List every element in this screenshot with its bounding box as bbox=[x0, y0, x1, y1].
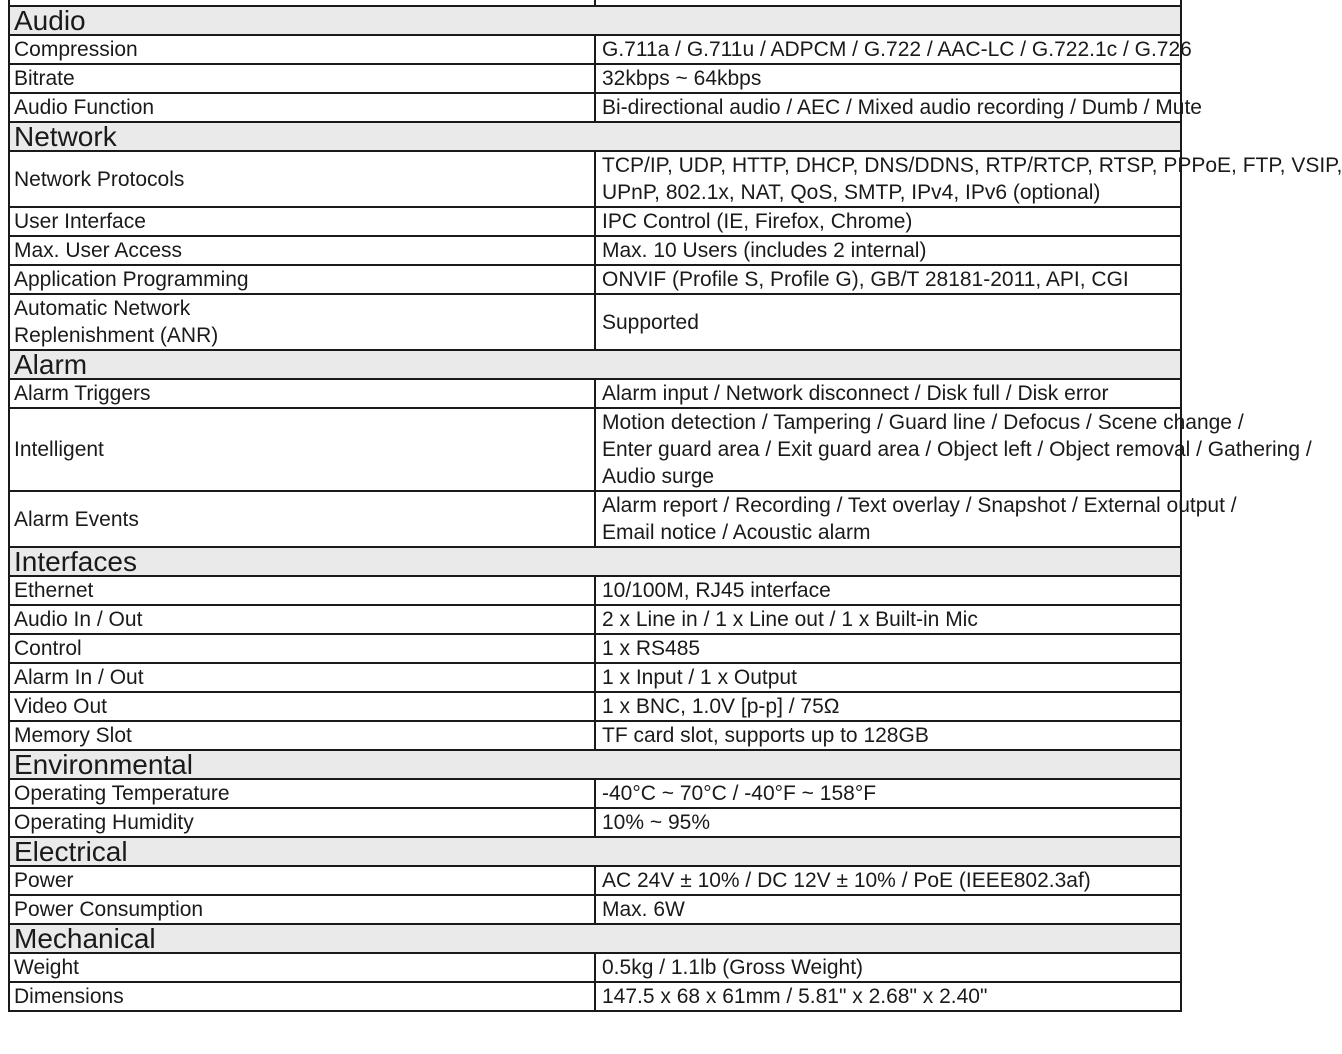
spec-value-line: 10% ~ 95% bbox=[602, 811, 710, 834]
section-title: Audio bbox=[9, 6, 1181, 35]
spec-key-cell bbox=[9, 721, 595, 750]
spec-row bbox=[9, 663, 1181, 692]
section-title: Alarm bbox=[9, 350, 1181, 379]
spec-value-line: TCP/IP, UDP, HTTP, DHCP, DNS/DDNS, RTP/RTCP, RTSP, PPPoE, FTP, VSIP, bbox=[602, 154, 1342, 177]
spec-key-line: Operating Humidity bbox=[14, 811, 194, 834]
section-title: Mechanical bbox=[9, 924, 1181, 953]
spec-value-cell bbox=[595, 692, 1181, 721]
section-header-row bbox=[9, 750, 1181, 779]
spec-value-line: ONVIF (Profile S, Profile G), GB/T 28181-2011, API, CGI bbox=[602, 268, 1129, 291]
spec-value-cell bbox=[595, 64, 1181, 93]
spec-value-line: Enter guard area / Exit guard area / Object left / Object removal / Gathering / bbox=[602, 438, 1312, 461]
spec-row bbox=[9, 982, 1181, 1011]
spec-row bbox=[9, 866, 1181, 895]
spec-value-line: 10/100M, RJ45 interface bbox=[602, 579, 831, 602]
spec-row bbox=[9, 895, 1181, 924]
spec-value-line: AC 24V ± 10% / DC 12V ± 10% / PoE (IEEE802.3af) bbox=[602, 869, 1091, 892]
spec-row bbox=[9, 808, 1181, 837]
spec-key-line: Audio Function bbox=[14, 96, 155, 119]
spec-row bbox=[9, 236, 1181, 265]
spec-key-cell bbox=[9, 982, 595, 1011]
spec-row bbox=[9, 605, 1181, 634]
section-header-row bbox=[9, 350, 1181, 379]
spec-value-line: 1 x RS485 bbox=[602, 637, 701, 660]
spec-value-line: -40°C ~ 70°C / -40°F ~ 158°F bbox=[602, 782, 877, 805]
spec-value-cell bbox=[595, 721, 1181, 750]
spec-value-cell bbox=[595, 605, 1181, 634]
spec-key-line: Alarm Events bbox=[14, 507, 139, 531]
spec-key-line: User Interface bbox=[14, 210, 146, 233]
spec-key-line: Dimensions bbox=[14, 985, 124, 1008]
spec-key-line: Power bbox=[14, 869, 74, 892]
spec-key-line: Network Protocols bbox=[14, 167, 185, 191]
spec-row bbox=[9, 779, 1181, 808]
spec-key-line: Video Out bbox=[14, 695, 108, 718]
spec-value-line: 2 x Line in / 1 x Line out / 1 x Built-in Mic bbox=[602, 608, 978, 631]
spec-key-cell bbox=[9, 576, 595, 605]
spec-row bbox=[9, 151, 1181, 207]
spec-key-line: Operating Temperature bbox=[14, 782, 230, 805]
spec-value-line: 0.5kg / 1.1lb (Gross Weight) bbox=[602, 956, 864, 979]
spec-value-cell bbox=[595, 866, 1181, 895]
spec-row bbox=[9, 953, 1181, 982]
spec-row bbox=[9, 207, 1181, 236]
spec-value-cell bbox=[595, 408, 1312, 491]
spec-key-line: Alarm Triggers bbox=[14, 382, 151, 405]
spec-row bbox=[9, 93, 1181, 122]
spec-value-cell bbox=[595, 779, 1181, 808]
spec-key-cell bbox=[9, 663, 595, 692]
spec-table-body bbox=[9, 0, 1342, 1011]
spec-key-cell bbox=[9, 779, 595, 808]
spec-value-line: UPnP, 802.1x, NAT, QoS, SMTP, IPv4, IPv6 (optional) bbox=[602, 181, 1101, 204]
spec-value-cell bbox=[595, 953, 1181, 982]
spec-key-cell bbox=[9, 634, 595, 663]
spec-key-cell bbox=[9, 605, 595, 634]
spec-value-cell bbox=[595, 634, 1181, 663]
spec-key-line: Application Programming bbox=[14, 268, 249, 291]
section-header-row bbox=[9, 547, 1181, 576]
spec-value-line: 147.5 x 68 x 61mm / 5.81" x 2.68" x 2.40" bbox=[602, 985, 988, 1008]
spec-value-cell bbox=[595, 982, 1181, 1011]
spec-value-cell bbox=[595, 576, 1181, 605]
spec-key-line: Power Consumption bbox=[14, 898, 204, 921]
section-header-row bbox=[9, 837, 1181, 866]
spec-row bbox=[9, 576, 1181, 605]
spec-value-line: G.711a / G.711u / ADPCM / G.722 / AAC-LC / G.722.1c / G.726 bbox=[602, 38, 1192, 61]
spec-value-cell bbox=[595, 265, 1181, 294]
spec-key-cell bbox=[9, 808, 595, 837]
spec-value-cell bbox=[595, 663, 1181, 692]
spec-value-cell bbox=[595, 491, 1237, 547]
spec-key-line: Replenishment (ANR) bbox=[14, 324, 219, 347]
spec-row bbox=[9, 491, 1181, 547]
spec-key-cell bbox=[9, 866, 595, 895]
spec-value-line: Audio surge bbox=[602, 465, 715, 488]
spec-value-line: IPC Control (IE, Firefox, Chrome) bbox=[602, 210, 913, 233]
spec-value-cell bbox=[595, 294, 1181, 350]
spec-row bbox=[9, 408, 1181, 491]
spec-value-cell bbox=[595, 379, 1181, 408]
spec-key-line: Bitrate bbox=[14, 67, 75, 90]
section-header-row bbox=[9, 122, 1181, 151]
spec-key-cell bbox=[9, 265, 595, 294]
spec-key-line: Alarm In / Out bbox=[14, 666, 144, 689]
spec-value-cell bbox=[595, 207, 1181, 236]
spec-value-cell bbox=[595, 93, 1202, 122]
spec-key-cell bbox=[9, 491, 595, 547]
spec-key-cell bbox=[9, 64, 595, 93]
spec-key-cell bbox=[9, 294, 595, 350]
spec-value-line: Email notice / Acoustic alarm bbox=[602, 521, 871, 544]
spec-key-line: Ethernet bbox=[14, 579, 94, 602]
spec-key-line: Compression bbox=[14, 38, 138, 61]
spec-key-line: Control bbox=[14, 637, 82, 660]
spec-value-line: Motion detection / Tampering / Guard line / Defocus / Scene change / bbox=[602, 411, 1244, 434]
spec-key-cell bbox=[9, 151, 595, 207]
spec-row bbox=[9, 64, 1181, 93]
section-title: Interfaces bbox=[9, 547, 1181, 576]
spec-value-line: 1 x Input / 1 x Output bbox=[602, 666, 797, 689]
spec-key-cell bbox=[9, 953, 595, 982]
spec-value-cell bbox=[595, 151, 1342, 207]
spec-key-cell bbox=[9, 236, 595, 265]
spec-key-cell bbox=[9, 379, 595, 408]
spec-value-line: 32kbps ~ 64kbps bbox=[602, 67, 762, 90]
spec-value-line: Alarm input / Network disconnect / Disk full / Disk error bbox=[602, 382, 1109, 405]
spec-key-cell bbox=[9, 207, 595, 236]
spec-value-line: Alarm report / Recording / Text overlay / Snapshot / External output / bbox=[602, 494, 1237, 517]
spec-value-line: 1 x BNC, 1.0V [p-p] / 75Ω bbox=[602, 695, 840, 718]
spec-value-cell bbox=[595, 236, 1181, 265]
spec-row bbox=[9, 294, 1181, 350]
spec-key-line: Weight bbox=[14, 956, 79, 979]
spec-row bbox=[9, 721, 1181, 750]
spec-key-line: Max. User Access bbox=[14, 239, 183, 262]
section-title: Environmental bbox=[9, 750, 1181, 779]
spec-row bbox=[9, 692, 1181, 721]
spec-key-cell bbox=[9, 408, 595, 491]
spec-value-cell bbox=[595, 35, 1192, 64]
spec-row bbox=[9, 35, 1181, 64]
spec-value-line: Max. 6W bbox=[602, 898, 685, 921]
section-header-row bbox=[9, 924, 1181, 953]
spec-value-cell bbox=[595, 808, 1181, 837]
spec-key-line: Audio In / Out bbox=[14, 608, 143, 631]
spec-key-line: Automatic Network bbox=[14, 297, 191, 320]
spec-key-cell bbox=[9, 692, 595, 721]
section-header-row bbox=[9, 6, 1181, 35]
spec-value-line: Supported bbox=[602, 310, 699, 334]
section-title: Network bbox=[9, 122, 1181, 151]
spec-value-line: TF card slot, supports up to 128GB bbox=[602, 724, 929, 747]
spec-row bbox=[9, 634, 1181, 663]
spec-key-line: Intelligent bbox=[14, 438, 104, 461]
spec-key-cell bbox=[9, 93, 595, 122]
spec-row bbox=[9, 265, 1181, 294]
spec-key-cell bbox=[9, 895, 595, 924]
spec-value-line: Bi-directional audio / AEC / Mixed audio recording / Dumb / Mute bbox=[602, 96, 1202, 119]
spec-value-line: Max. 10 Users (includes 2 internal) bbox=[602, 239, 927, 262]
spec-table bbox=[8, 0, 1342, 1012]
spec-key-line: Memory Slot bbox=[14, 724, 132, 747]
spec-key-cell bbox=[9, 35, 595, 64]
spec-row bbox=[9, 379, 1181, 408]
spec-value-cell bbox=[595, 895, 1181, 924]
section-title: Electrical bbox=[9, 837, 1181, 866]
